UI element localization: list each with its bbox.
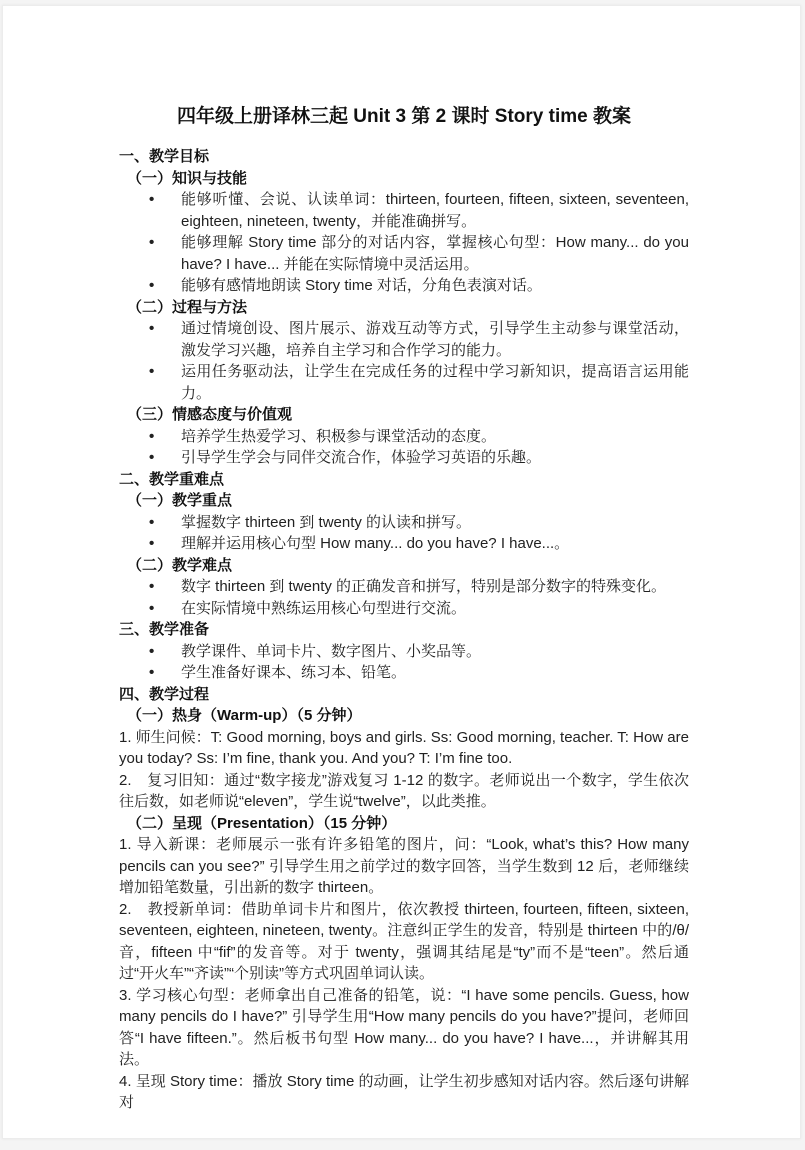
bullet-item: • 教学课件、单词卡片、数字图片、小奖品等。 (119, 641, 689, 663)
bullet-item: • 能够理解 Story time 部分的对话内容，掌握核心句型：How many... do you have? I have... 并能在实际情境中灵活运用。 (119, 232, 689, 275)
bullet-item: • 数字 thirteen 到 twenty 的正确发音和拼写，特别是部分数字的特殊变化。 (119, 576, 689, 598)
paragraph: 1. 师生问候：T: Good morning, boys and girls. Ss: Good morning, teacher. T: How are you today? Ss: I’m fine, thank you. And you? T: I’m fine too. (119, 728, 689, 767)
paragraph: 4. 呈现 Story time：播放 Story time 的动画，让学生初步感知对话内容。然后逐句讲解对 (119, 1072, 689, 1111)
bullet-item: • 通过情境创设、图片展示、游戏互动等方式，引导学生主动参与课堂活动，激发学习兴趣，培养自主学习和合作学习的能力。 (119, 318, 689, 361)
document-page (2, 5, 801, 1139)
bullet-item: • 学生准备好课本、练习本、铅笔。 (119, 662, 689, 684)
bullet-item: • 能够有感情地朗读 Story time 对话，分角色表演对话。 (119, 275, 689, 297)
document-title: 四年级上册译林三起 Unit 3 第 2 课时 Story time 教案 (177, 106, 631, 127)
bullet-item: • 运用任务驱动法，让学生在完成任务的过程中学习新知识，提高语言运用能力。 (119, 361, 689, 404)
subsection-heading: （二）过程与方法 (127, 298, 248, 316)
section-heading: 四、教学过程 (119, 685, 210, 703)
paragraph: 1. 导入新课：老师展示一张有许多铅笔的图片，问：“Look, what’s this? How many pencils can you see?” 引导学生用之前学过的数字回答，当学生数到 12 后，老师继续增加铅笔数量，引出新的数字 thirteen。 (119, 836, 689, 896)
bullet-item: • 培养学生热爱学习、积极参与课堂活动的态度。 (119, 426, 689, 448)
section-heading: 二、教学重难点 (119, 470, 225, 488)
subsection-heading: （一）热身（Warm-up）（5 分钟） (127, 707, 362, 724)
bullet-item: • 在实际情境中熟练运用核心句型进行交流。 (119, 598, 689, 620)
document-content (119, 104, 689, 1114)
subsection-heading: （二）教学难点 (127, 556, 233, 574)
subsection-heading: （一）知识与技能 (127, 169, 248, 187)
subsection-heading: （二）呈现（Presentation）（15 分钟） (127, 814, 397, 832)
section-heading: 一、教学目标 (119, 148, 210, 165)
subsection-heading: （三）情感态度与价值观 (127, 406, 293, 423)
paragraph: 2. 复习旧知：通过“数字接龙”游戏复习 1-12 的数字。老师说出一个数字，学生依次往后数，如老师说“eleven”，学生说“twelve”，以此类推。 (119, 771, 689, 810)
paragraph: 2. 教授新单词：借助单词卡片和图片，依次教授 thirteen, fourteen, fifteen, sixteen, seventeen, eighteen, nineteen, twenty。注意纠正学生的发音，特别是 thirteen 中的/θ/音，fifteen 中“fif”的发音等。对于 twenty，强调其结尾是“ty”而不是“teen”。然后通过“开火车”“齐读”“个别读”等方式巩固单词认读。 (119, 900, 689, 982)
bullet-item: • 掌握数字 thirteen 到 twenty 的认读和拼写。 (119, 512, 689, 534)
bullet-item: • 能够听懂、会说、认读单词：thirteen, fourteen, fifteen, sixteen, seventeen, eighteen, nineteen, twenty，并能准确拼写。 (119, 189, 689, 232)
paragraph: 3. 学习核心句型：老师拿出自己准备的铅笔，说：“I have some pencils. Guess, how many pencils do I have?” 引导学生用“How many pencils do you have?”提问，老师回答“I have fifteen.”。然后板书句型 How many... do you have? I have...，并讲解其用法。 (119, 986, 689, 1068)
document-body (119, 146, 689, 1114)
bullet-item: • 理解并运用核心句型 How many... do you have? I have...。 (119, 533, 689, 555)
bullet-item: • 引导学生学会与同伴交流合作，体验学习英语的乐趣。 (119, 447, 689, 469)
section-heading: 三、教学准备 (119, 621, 210, 638)
subsection-heading: （一）教学重点 (127, 492, 233, 509)
